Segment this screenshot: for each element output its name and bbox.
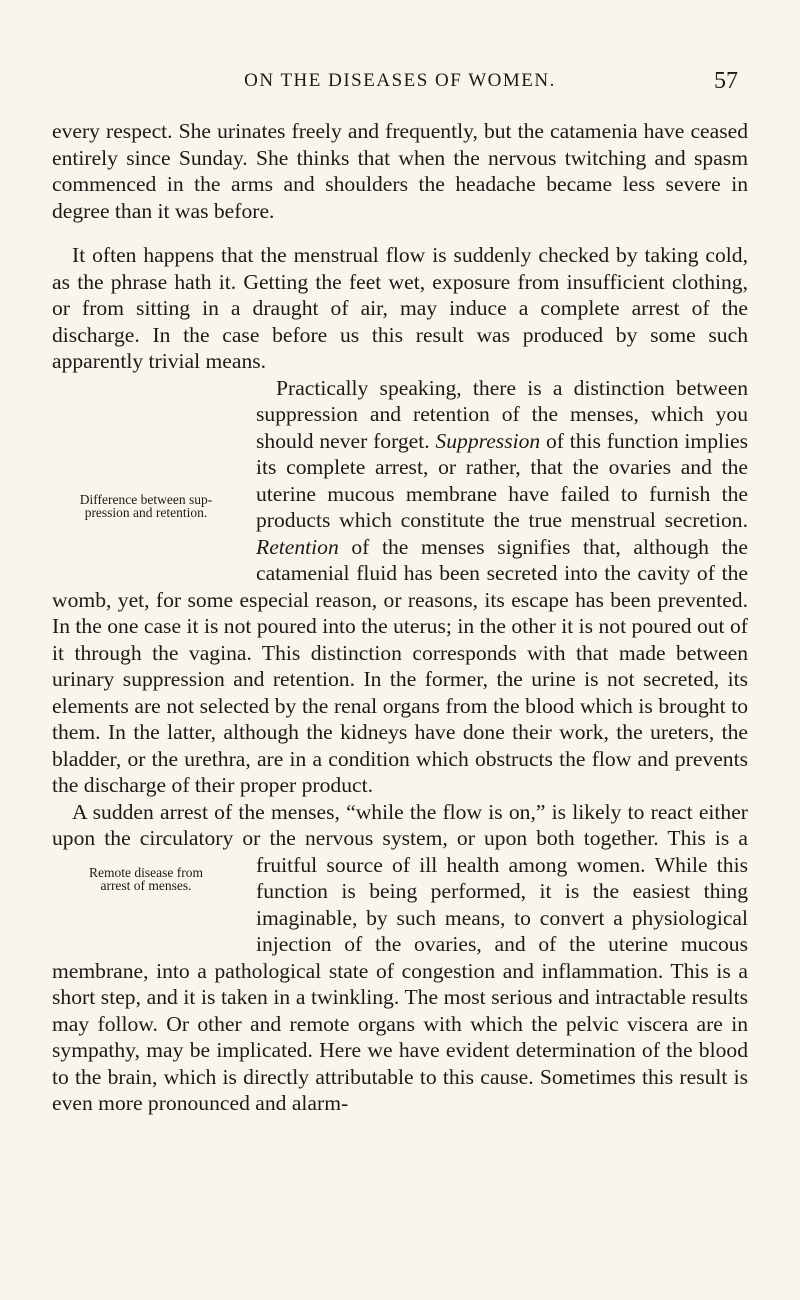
sidenote-suppression-retention bbox=[46, 493, 246, 563]
paragraph-3-text-a: Practically speaking, there is a distinction between suppression and retention of the menses, which you should never forget. bbox=[256, 375, 748, 453]
page-body bbox=[52, 118, 748, 1117]
paragraph-2: It often happens that the menstrual flow is suddenly checked by taking cold, as the phrase hath it. Getting the feet wet, exposure from insufficient clothing, or from sitting in a draught of air, may induce a complete arrest of the discharge. In the case before us this result was produced by some such apparently trivial means. bbox=[52, 243, 748, 373]
sidenote-line: pression and retention. bbox=[84, 504, 208, 520]
paragraph-4-text-a: A sudden arrest of the menses, “while the flow is on,” is likely to react either upon the circulatory or the nervous system, or upon both together. This is a fruitful source of ill health among women. bbox=[52, 799, 748, 877]
paragraph-3-text-c: of the menses signifies that, although the catamenial fluid has been secreted into the cavity of the womb, yet, for some especial reason, or reasons, its escape has been prevented. In the one case it is not poured into the uterus; in the other it is not poured out of it through the vagina. This distinction corresponds with that made between urinary suppression and retention. In the former, the urine is not secreted, its elements are not selected by the renal organs from the blood which is brought to them. In the latter, although the kidneys have done their work, the ureters, the bladder, or the urethra, are in a condition which obstructs the flow and prevents the discharge of their proper product. bbox=[52, 534, 748, 797]
paragraph-4 bbox=[52, 799, 748, 1117]
paragraph-1: every respect. She urinates freely and frequently, but the catamenia have ceased entirely since Sunday. She thinks that when the nervous twitching and spasm commenced in the arms and shoulders the headache became less severe in degree than it was before. bbox=[52, 119, 748, 223]
italic-retention: Retention bbox=[256, 534, 339, 559]
italic-suppression: Suppression bbox=[435, 428, 541, 453]
paragraph-3-text-b: of this function implies its complete arrest, or rather, that the ovaries and the uterine mucous membrane have failed to furnish the products which constitute the true menstrual secretion. bbox=[256, 428, 748, 532]
page-header bbox=[0, 70, 800, 100]
sidenote-line: Difference between sup- bbox=[79, 491, 213, 507]
sidenote-remote-disease bbox=[46, 866, 246, 936]
sidenote-line: Remote disease from bbox=[89, 864, 203, 880]
sidenote-line: arrest of menses. bbox=[100, 877, 192, 893]
running-head: ON THE DISEASES OF WOMEN. bbox=[244, 70, 556, 91]
paragraph-4-text-b: While this function is being performed, it is the easiest thing imaginable, by such means, to convert a physiological injection of the ovaries, and of the uterine mucous membrane, into a pathological state of congestion and inflammation. This is a short step, and it is taken in a twinkling. The most serious and intractable results may follow. Or other and remote organs with which the pelvic viscera are in sympathy, may be implicated. Here we have evident determination of the blood to the brain, which is directly attributable to this cause. Sometimes this result is even more pronounced and alarm- bbox=[52, 852, 749, 1115]
page-number: 57 bbox=[714, 68, 738, 94]
paragraph-3 bbox=[52, 375, 748, 799]
